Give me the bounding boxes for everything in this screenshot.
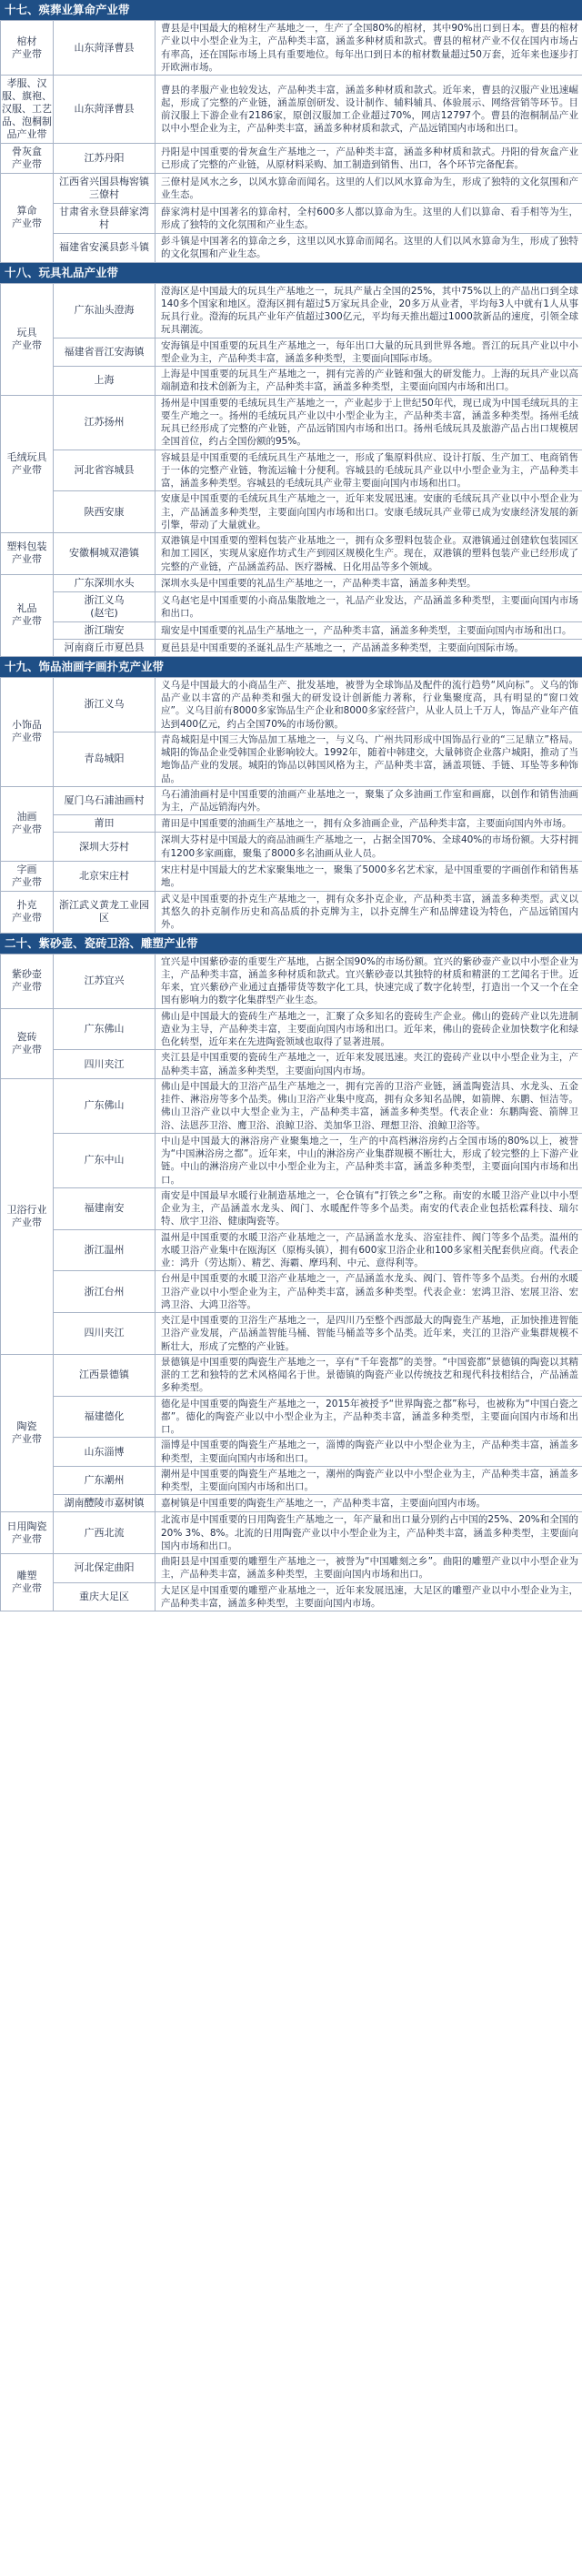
- region-cell: 浙江义乌 (赵宅): [54, 591, 156, 621]
- table-row: [1, 677, 582, 732]
- description-cell: 容城县是中国重要的毛绒玩具生产基地之一，形成了集原料供应、设计打版、生产加工、电商销售于一体的完整产业链，物流运输十分便利。容城县的毛绒玩具产业以中小型企业为主，产品种类丰富，涵盖多种类型。容城县的毛绒玩具产业带主要面向国内市场和出口。: [156, 450, 582, 491]
- region-cell: 甘肃省永登县薛家湾村: [54, 204, 156, 234]
- industry-table: [0, 677, 582, 934]
- region-cell: 湖南醴陵市嘉树镇: [54, 1495, 156, 1512]
- description-cell: 武义是中国重要的扑克生产基地之一，拥有众多扑克企业，产品种类丰富，涵盖多种类型。武义以其悠久的扑克制作历史和高品质的扑克牌为主，以扑克牌生产和品牌建设为特色，产品远销国内外。: [156, 891, 582, 933]
- description-cell: 潮州是中国重要的陶瓷生产基地之一，潮州的陶瓷产业以中小型企业为主，产品种类丰富，涵盖多种类型，主要面向国内市场和出口。: [156, 1466, 582, 1495]
- industry-cell: 棺材 产业带: [1, 21, 54, 76]
- description-cell: 青岛城阳是中国三大饰品加工基地之一，与义乌、广州共同形成中国饰品行业的“三足鼎立”格局。城阳的饰品企业受韩国企业影响较大。1992年，随着中韩建交，大量韩资企业落户城阳，推动了当地饰品产业的发展。城阳的饰品以韩国风格为主，产品种类丰富，涵盖项链、手链、耳坠等多种饰品。: [156, 732, 582, 786]
- description-cell: 彭斗镇是中国著名的算命之乡，这里以风水算命而闻名。这里的人们以风水算命为生，形成了独特的文化氛围和产业生态。: [156, 234, 582, 263]
- table-row: [1, 1271, 582, 1313]
- description-cell: 宋庄村是中国最大的艺术家聚集地之一，聚集了5000多名艺术家，是中国重要的字画创作和销售基地。: [156, 861, 582, 891]
- industry-table: [0, 954, 582, 1612]
- description-cell: 深圳水头是中国重要的礼品生产基地之一，产品种类丰富，涵盖多种类型。: [156, 574, 582, 591]
- description-cell: 澄海区是中国最大的玩具生产基地之一，玩具产量占全国的25%，其中75%以上的产品出口到全球140多个国家和地区。澄海区拥有超过5万家玩具企业，20多万从业者，平均每3人中就有1人从事玩具行业。澄海的玩具产业年产值超过300亿元，平均每天推出超过1000款新品的速度，引领全球玩具潮流。: [156, 283, 582, 338]
- table-row: [1, 833, 582, 862]
- table-row: [1, 574, 582, 591]
- description-cell: 曹县是中国最大的棺材生产基地之一，生产了全国80%的棺材，其中90%出口到日本。曹县的棺材产业以中小型企业为主，产品种类丰富，涵盖多种材质和款式。曹县的棺材产业不仅在国内市场占有率高，还在国际市场上具有重要地位。每年出口到日本的棺材数量超过50万套，近年来也逐步打开欧洲市场。: [156, 21, 582, 76]
- region-cell: 安徽桐城双港镇: [54, 533, 156, 575]
- table-row: [1, 283, 582, 338]
- region-cell: 重庆大足区: [54, 1582, 156, 1611]
- table-row: [1, 21, 582, 76]
- industry-cell: 扑克 产业带: [1, 891, 54, 933]
- description-cell: 温州是中国重要的水暖卫浴产业基地之一，产品涵盖水龙头、浴室挂件、阀门等多个品类。温州的水暖卫浴产业集中在瓯海区（原梅头镇），拥有600家卫浴企业和100多家相关配套供应商。代表企业：鸿升（劳达斯）、精艺、海霸、摩玛利、中元、意得利等。: [156, 1229, 582, 1271]
- description-cell: 薛家湾村是中国著名的算命村，全村600多人都以算命为生。这里的人们以算命、看手相等为生，形成了独特的文化氛围和产业生态。: [156, 204, 582, 234]
- region-cell: 河北保定曲阳: [54, 1554, 156, 1583]
- industry-cell: 小饰品 产业带: [1, 677, 54, 786]
- table-row: [1, 395, 582, 450]
- industry-cell: 礼品 产业带: [1, 574, 54, 656]
- table-row: [1, 861, 582, 891]
- region-cell: 厦门乌石浦油画村: [54, 786, 156, 815]
- section-title: 十七、殡葬业算命产业带: [0, 0, 582, 20]
- table-row: [1, 639, 582, 656]
- region-cell: 江苏宜兴: [54, 954, 156, 1008]
- region-cell: 广东中山: [54, 1133, 156, 1187]
- description-cell: 义乌是中国最大的小商品生产、批发基地，被誉为全球饰品及配件的流行趋势“风向标”。义乌的饰品产业以丰富的产品种类和强大的研发设计创新能力著称，行业集聚度高，具有明显的“窗口效应”。义乌目前有8000多家饰品生产企业和8000多家经营户，从业人员上千万人，饰品产业年产值达到400亿元，约占全国70%的市场份额。: [156, 677, 582, 732]
- region-cell: 广东佛山: [54, 1078, 156, 1133]
- industry-cell: 雕塑 产业带: [1, 1554, 54, 1611]
- table-row: [1, 1354, 582, 1396]
- table-row: [1, 533, 582, 575]
- table-row: [1, 1466, 582, 1495]
- table-row: [1, 815, 582, 833]
- description-cell: 安康是中国重要的毛绒玩具生产基地之一，近年来发展迅速。安康的毛绒玩具产业以中小型企业为主，产品涵盖多种类型，主要面向国内市场和出口。安康毛绒玩具产业带已成为安康经济发展的新引擎，带动了大量就业。: [156, 491, 582, 533]
- description-cell: 德化是中国重要的陶瓷生产基地之一，2015年被授予“世界陶瓷之都”称号，也被称为“中国白瓷之都”。德化的陶瓷产业以中小型企业为主，产品种类丰富，涵盖多种类型，主要面向国内市场和出口。: [156, 1396, 582, 1438]
- table-row: [1, 891, 582, 933]
- description-cell: 景德镇是中国重要的陶瓷生产基地之一，享有“千年瓷都”的美誉。“中国瓷都”景德镇的陶瓷以其精湛的工艺和独特的艺术风格闻名于世。景德镇的陶瓷产业以传统技艺和现代科技相结合，产品涵盖多种类型。: [156, 1354, 582, 1396]
- table-row: [1, 786, 582, 815]
- description-cell: 义乌赵宅是中国重要的小商品集散地之一，礼品产业发达，产品涵盖多种类型，主要面向国内市场和出口。: [156, 591, 582, 621]
- industry-cell: 油画 产业带: [1, 786, 54, 861]
- industry-cell: 陶瓷 产业带: [1, 1354, 54, 1512]
- region-cell: 浙江义乌: [54, 677, 156, 732]
- region-cell: 广东汕头澄海: [54, 283, 156, 338]
- table-row: [1, 1187, 582, 1229]
- description-cell: 夹江县是中国重要的瓷砖生产基地之一，近年来发展迅速。夹江的瓷砖产业以中小型企业为主，产品种类丰富，涵盖多种类型，主要面向国内市场。: [156, 1050, 582, 1079]
- description-cell: 北流市是中国重要的日用陶瓷生产基地之一，年产量和出口量分别约占中国的25%、20%和全国的20% 3%、8%。北流的日用陶瓷产业以中小型企业为主，产品种类丰富，涵盖多种类型，主要面向国内市场和出口。: [156, 1512, 582, 1554]
- industry-cell: 骨灰盒 产业带: [1, 144, 54, 174]
- industry-cell: 卫浴行业 产业带: [1, 1078, 54, 1354]
- table-row: [1, 450, 582, 491]
- section-title: 二十、紫砂壶、瓷砖卫浴、雕塑产业带: [0, 934, 582, 954]
- table-row: [1, 491, 582, 533]
- industry-cell: 孝服、汉服、旗袍、汉服、工艺品、泡桐制品产业带: [1, 76, 54, 144]
- industry-cell: 玩具 产业带: [1, 283, 54, 395]
- description-cell: 大足区是中国重要的雕塑产业基地之一，近年来发展迅速，大足区的雕塑产业以中小型企业为主，产品种类丰富，涵盖多种类型，主要面向国内市场。: [156, 1582, 582, 1611]
- description-cell: 三僚村是风水之乡，以风水算命而闻名。这里的人们以风水算命为生，形成了独特的文化氛围和产业生态。: [156, 174, 582, 204]
- description-cell: 台州是中国重要的水暖卫浴产业基地之一，产品涵盖水龙头、阀门、管件等多个品类。台州的水暖卫浴产业以中小型企业为主，产品种类丰富，涵盖多种类型。代表企业：宏鸿卫浴、宏展卫浴、宏鸿卫浴、大鸿卫浴等。: [156, 1271, 582, 1313]
- industry-cell: 毛绒玩具 产业带: [1, 395, 54, 533]
- region-cell: 山东菏泽曹县: [54, 76, 156, 144]
- industry-cell: 紫砂壶 产业带: [1, 954, 54, 1008]
- table-row: [1, 1396, 582, 1438]
- region-cell: 广西北流: [54, 1512, 156, 1554]
- description-cell: 安海镇是中国重要的玩具生产基地之一，每年出口大量的玩具到世界各地。晋江的玩具产业以中小型企业为主，产品种类丰富，涵盖多种类型，主要面向国际市场。: [156, 338, 582, 367]
- description-cell: 双港镇是中国重要的塑料包装产业基地之一，拥有众多塑料包装企业。双港镇通过创建软包装园区和加工园区，实现从家庭作坊式生产到园区规模化生产。现在，双港镇的塑料包装产业已经形成了完整的产业链，产品涵盖药品、医疗器械、日化用品等多个领域。: [156, 533, 582, 575]
- region-cell: 青岛城阳: [54, 732, 156, 786]
- description-cell: 淄博是中国重要的陶瓷生产基地之一，淄博的陶瓷产业以中小型企业为主，产品种类丰富，涵盖多种类型，主要面向国内市场和出口。: [156, 1438, 582, 1467]
- region-cell: 福建德化: [54, 1396, 156, 1438]
- description-cell: 夏邑县是中国重要的圣诞礼品生产基地之一，产品涵盖多种类型，主要面向国际市场。: [156, 639, 582, 656]
- region-cell: 河南商丘市夏邑县: [54, 639, 156, 656]
- region-cell: 河北省容城县: [54, 450, 156, 491]
- description-cell: 莆田是中国重要的油画生产基地之一，拥有众多油画企业，产品种类丰富，主要面向国内外市场。: [156, 815, 582, 833]
- description-cell: 嘉树镇是中国重要的陶瓷生产基地之一，产品种类丰富，主要面向国内市场。: [156, 1495, 582, 1512]
- region-cell: 广东潮州: [54, 1466, 156, 1495]
- description-cell: 丹阳是中国重要的骨灰盒生产基地之一，产品种类丰富，涵盖多种材质和款式。丹阳的骨灰盒产业已形成了完整的产业链，从原材料采购、加工制造到销售、出口，各个环节完备配套。: [156, 144, 582, 174]
- table-row: [1, 1008, 582, 1050]
- region-cell: 浙江瑞安: [54, 621, 156, 639]
- region-cell: 福建省安溪县彭斗镇: [54, 234, 156, 263]
- region-cell: 四川夹江: [54, 1313, 156, 1355]
- table-row: [1, 338, 582, 367]
- table-row: [1, 1229, 582, 1271]
- table-row: [1, 204, 582, 234]
- description-cell: 夹江是中国重要的卫浴生产基地之一，是四川乃至整个西部最大的陶瓷生产基地，正加快推进智能卫浴产业发展，产品涵盖智能马桶、智能马桶盖等多个品类。近年来，夹江的卫浴产业集群规模不断壮大，形成了完整的产业链。: [156, 1313, 582, 1355]
- table-row: [1, 954, 582, 1008]
- industry-cell: 塑料包装 产业带: [1, 533, 54, 575]
- description-cell: 宜兴是中国紫砂壶的重要生产基地，占据全国90%的市场份额。宜兴的紫砂壶产业以中小型企业为主，产品种类丰富，涵盖多种材质和款式。宜兴紫砂壶以其独特的材质和精湛的工艺闻名于世。近年来，宜兴紫砂产业通过直播带货等数字化工具，快速完成了数字化转型，打造出一个又一个在全国有影响力的数字化集群型产业生态。: [156, 954, 582, 1008]
- region-cell: 莆田: [54, 815, 156, 833]
- table-row: [1, 1078, 582, 1133]
- table-row: [1, 621, 582, 639]
- table-row: [1, 1554, 582, 1583]
- region-cell: 江苏丹阳: [54, 144, 156, 174]
- description-cell: 南安是中国最早水暖行业制造基地之一，仑仓镇有“打铁之乡”之称。南安的水暖卫浴产业以中小型企业为主，产品涵盖水龙头、阀门、水暖配件等多个品类。南安的代表企业包括松霖科技、瑞尔特、欣宇卫浴、健康陶瓷等。: [156, 1187, 582, 1229]
- region-cell: 四川夹江: [54, 1050, 156, 1079]
- industry-table: [0, 283, 582, 657]
- description-cell: 扬州是中国重要的毛绒玩具生产基地之一，产业起步于上世纪50年代，现已成为中国毛绒玩具的主要生产地之一。扬州的毛绒玩具产业以中小型企业为主，产品种类丰富，涵盖多种类型。扬州毛绒玩具已经形成了完整的产业链，产品远销国内市场和出口。扬州毛绒玩具及旅游产品占出口规模居全国首位，约占全国份额的95%。: [156, 395, 582, 450]
- region-cell: 江西省兴国县梅窖镇三僚村: [54, 174, 156, 204]
- table-row: [1, 1438, 582, 1467]
- table-row: [1, 76, 582, 144]
- table-row: [1, 174, 582, 204]
- industry-table: [0, 20, 582, 263]
- description-cell: 曲阳县是中国重要的雕塑生产基地之一，被誉为“中国雕刻之乡”。曲阳的雕塑产业以中小型企业为主，产品种类丰富，涵盖多种类型，主要面向国内市场和出口。: [156, 1554, 582, 1583]
- description-cell: 佛山是中国最大的瓷砖生产基地之一，汇聚了众多知名的瓷砖生产企业。佛山的瓷砖产业以先进制造业为主导，产品种类丰富，主要面向国内市场和出口。近年来，佛山的瓷砖企业加快数字化和绿色化转型，近年来在先进陶瓷领域也取得了显著进展。: [156, 1008, 582, 1050]
- table-row: [1, 1133, 582, 1187]
- table-row: [1, 367, 582, 396]
- region-cell: 浙江温州: [54, 1229, 156, 1271]
- industry-cell: 算命 产业带: [1, 174, 54, 263]
- section-title: 十八、玩具礼品产业带: [0, 263, 582, 283]
- table-row: [1, 1582, 582, 1611]
- description-cell: 瑞安是中国重要的礼品生产基地之一，产品种类丰富，涵盖多种类型，主要面向国内市场和出口。: [156, 621, 582, 639]
- description-cell: 乌石浦油画村是中国重要的油画产业基地之一，聚集了众多油画工作室和画廊，以创作和销售油画为主，产品远销海内外。: [156, 786, 582, 815]
- table-row: [1, 732, 582, 786]
- table-row: [1, 234, 582, 263]
- region-cell: 浙江武义黄龙工业园区: [54, 891, 156, 933]
- region-cell: 山东菏泽曹县: [54, 21, 156, 76]
- region-cell: 陕西安康: [54, 491, 156, 533]
- description-cell: 上海是中国重要的玩具生产基地之一，拥有完善的产业链和强大的研发能力。上海的玩具产业以高端制造和技术创新为主，产品种类丰富，涵盖多种类型，主要面向国内市场和出口。: [156, 367, 582, 396]
- table-row: [1, 591, 582, 621]
- region-cell: 江西景德镇: [54, 1354, 156, 1396]
- description-cell: 佛山是中国最大的卫浴产品生产基地之一，拥有完善的卫浴产业链，涵盖陶瓷洁具、水龙头、五金挂件、淋浴房等多个品类。佛山卫浴产业集中度高，拥有众多知名品牌，如箭牌、东鹏、恒洁等。佛山卫浴产业以中大型企业为主，产品种类丰富，涵盖多种类型。代表企业：东鹏陶瓷、箭牌卫浴、法恩莎卫浴、鹰卫浴、浪鲸卫浴、美加华卫浴、理想卫浴、浪鲸卫浴等。: [156, 1078, 582, 1133]
- section-title: 十九、饰品油画字画扑克产业带: [0, 657, 582, 677]
- region-cell: 福建南安: [54, 1187, 156, 1229]
- table-row: [1, 144, 582, 174]
- industry-cell: 瓷砖 产业带: [1, 1008, 54, 1078]
- description-cell: 深圳大芬村是中国最大的商品油画生产基地之一，占据全国70%、全球40%的市场份额。大芬村拥有1200多家画廊，聚集了8000多名油画从业人员。: [156, 833, 582, 862]
- table-row: [1, 1495, 582, 1512]
- table-row: [1, 1050, 582, 1079]
- table-row: [1, 1313, 582, 1355]
- industry-cell: 日用陶瓷 产业带: [1, 1512, 54, 1554]
- region-cell: 上海: [54, 367, 156, 396]
- table-row: [1, 1512, 582, 1554]
- region-cell: 北京宋庄村: [54, 861, 156, 891]
- industry-cell: 字画 产业带: [1, 861, 54, 891]
- region-cell: 浙江台州: [54, 1271, 156, 1313]
- region-cell: 山东淄博: [54, 1438, 156, 1467]
- region-cell: 广东佛山: [54, 1008, 156, 1050]
- region-cell: 深圳大芬村: [54, 833, 156, 862]
- description-cell: 曹县的孝服产业也较发达，产品种类丰富，涵盖多种材质和款式。近年来，曹县的汉服产业迅速崛起，形成了完整的产业链，涵盖原创研发、设计制作、辅料辅具、体验展示、网络营销等环节。目前汉服上下游企业有2186家，原创汉服加工企业超过70%，网店12797个。曹县的泡桐制品产业以中小型企业为主，产品种类丰富，涵盖多种材质和款式，产品远销国内市场和出口。: [156, 76, 582, 144]
- region-cell: 广东深圳水头: [54, 574, 156, 591]
- region-cell: 江苏扬州: [54, 395, 156, 450]
- region-cell: 福建省晋江安海镇: [54, 338, 156, 367]
- description-cell: 中山是中国最大的淋浴房产业聚集地之一，生产的中高档淋浴房约占全国市场的80%以上，被誉为“中国淋浴房之都”。近年来，中山的淋浴房产业集群规模不断壮大，形成了较完整的上下游产业链。中山的淋浴房产业以中小型企业为主，产品种类丰富，涵盖多种类型，主要面向国内市场和出口。: [156, 1133, 582, 1187]
